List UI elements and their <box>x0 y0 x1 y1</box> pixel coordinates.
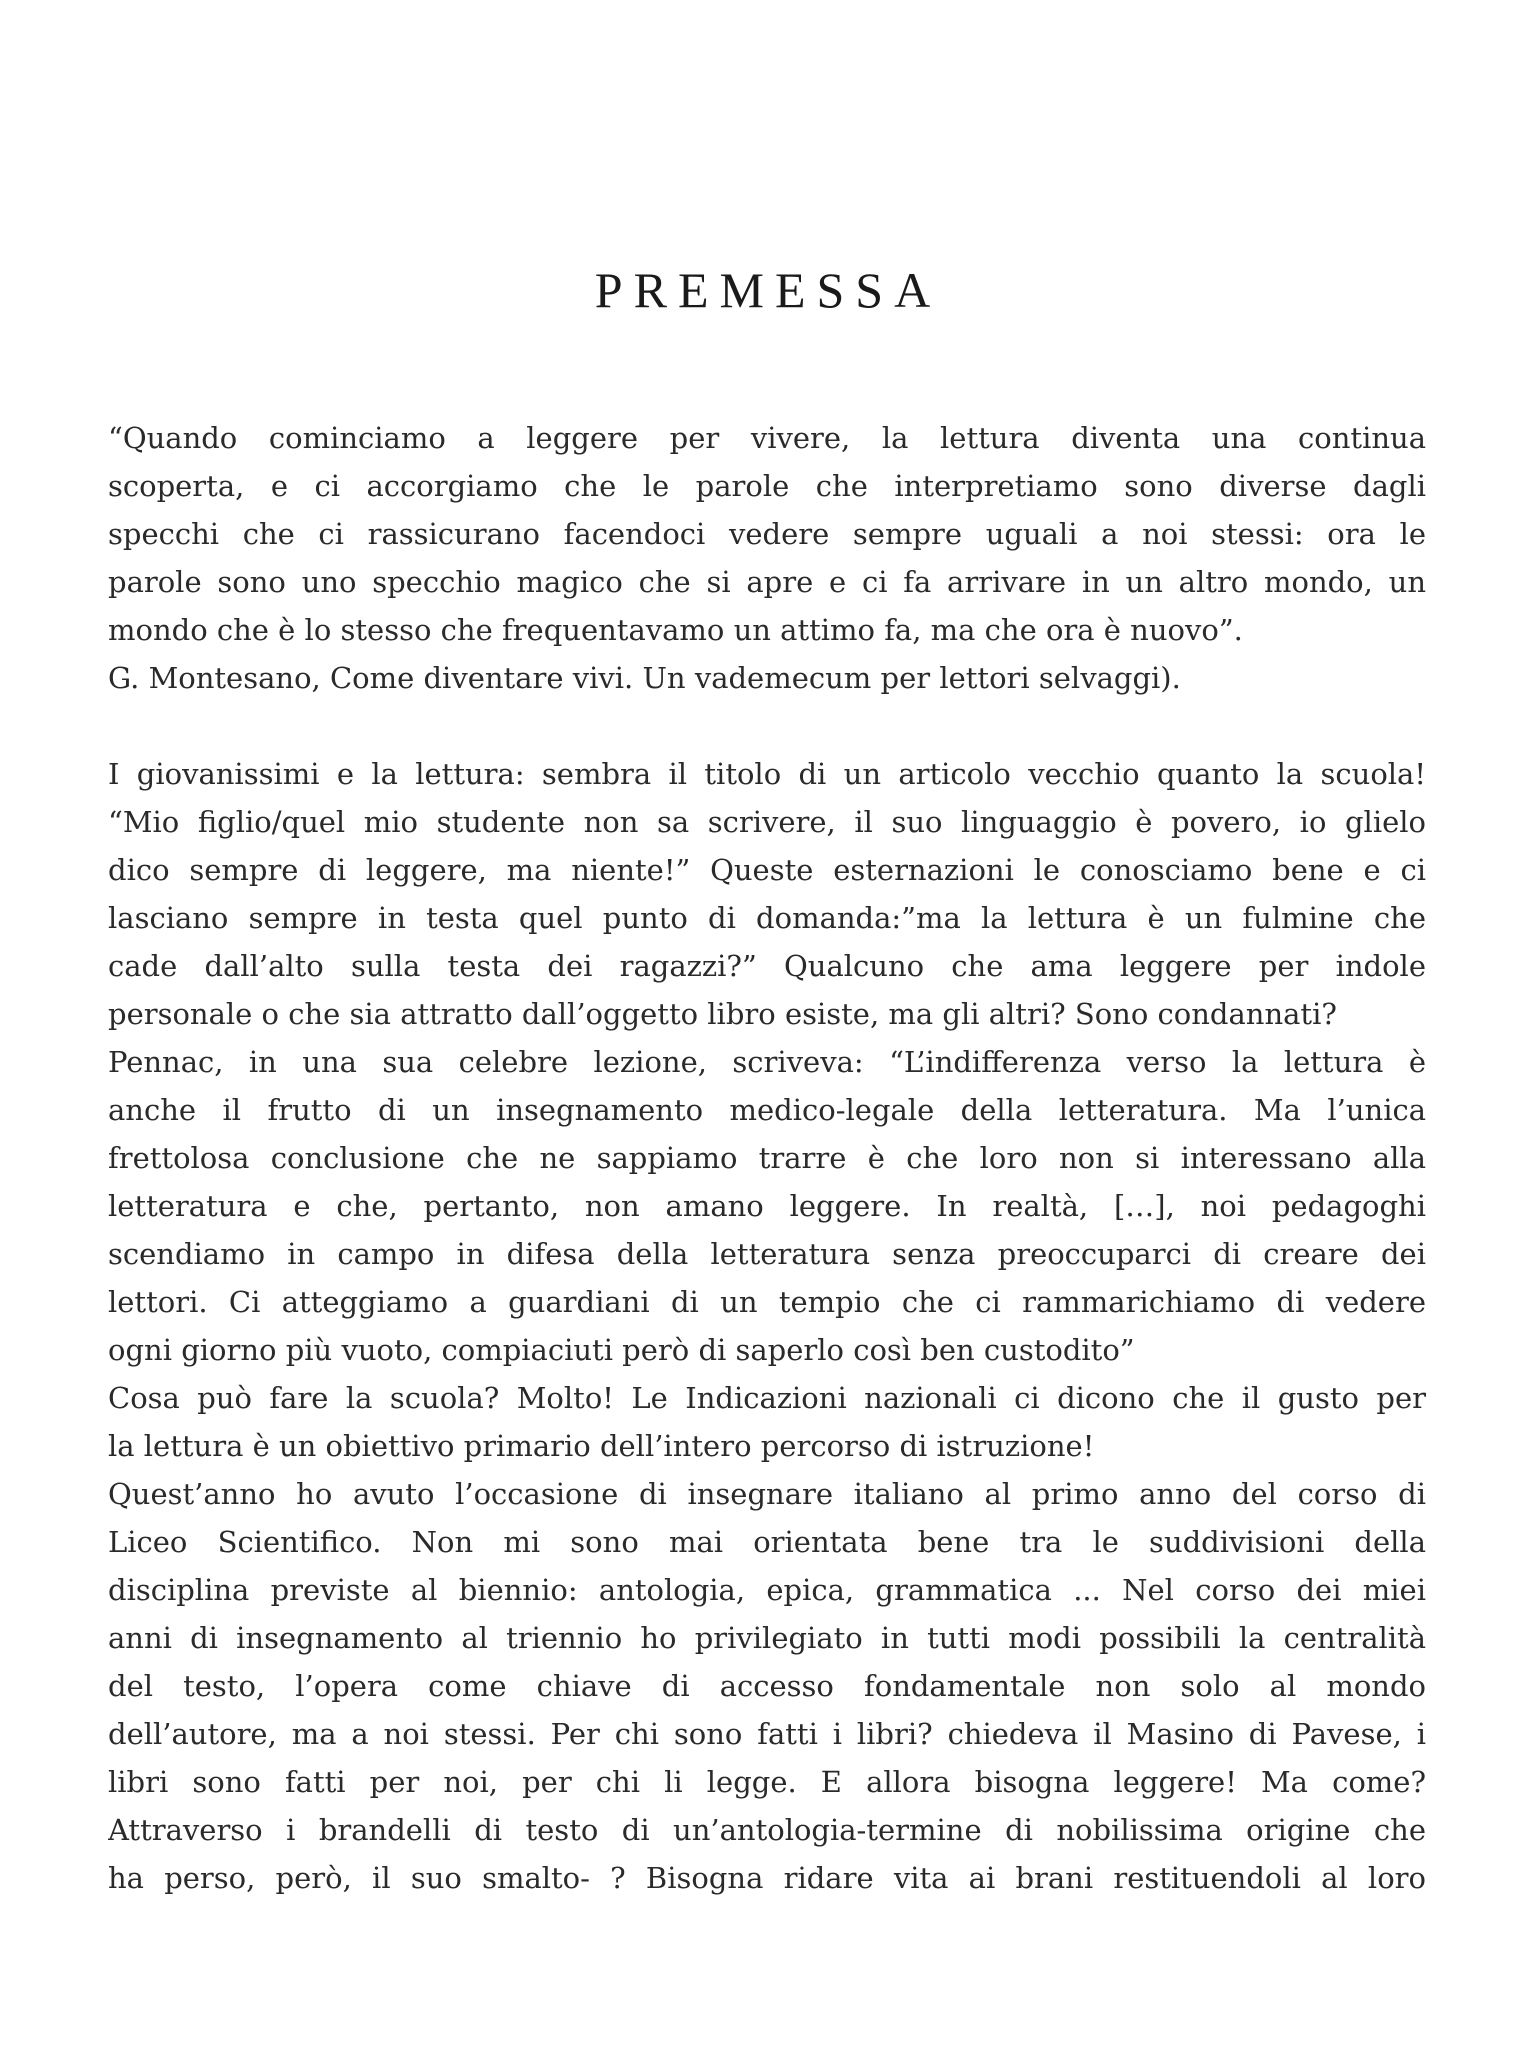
text-line: Cosa può fare la scuola? Molto! Le Indicazioni nazionali ci dicono che il gusto per <box>108 1381 1426 1415</box>
text-line: Liceo Scientifico. Non mi sono mai orientata bene tra le suddivisioni della <box>108 1525 1426 1559</box>
text-line: disciplina previste al biennio: antologia, epica, grammatica ... Nel corso dei miei <box>108 1573 1426 1607</box>
text-line: G. Montesano, Come diventare vivi. Un vademecum per lettori selvaggi). <box>108 661 1181 695</box>
text-line: scoperta, e ci accorgiamo che le parole che interpretiamo sono diverse dagli <box>108 469 1426 503</box>
text-line: specchi che ci rassicurano facendoci vedere sempre uguali a noi stessi: ora le <box>108 517 1426 551</box>
text-line: I giovanissimi e la lettura: sembra il titolo di un articolo vecchio quanto la scuola! <box>108 757 1426 791</box>
paragraph-gap <box>108 702 1426 750</box>
text-line: libri sono fatti per noi, per chi li legge. E allora bisogna leggere! Ma come? <box>108 1765 1426 1799</box>
text-line: dell’autore, ma a noi stessi. Per chi sono fatti i libri? chiedeva il Masino di Pavese, i <box>108 1717 1426 1751</box>
text-line: mondo che è lo stesso che frequentavamo un attimo fa, ma che ora è nuovo”. <box>108 613 1243 647</box>
text-line: Quest’anno ho avuto l’occasione di insegnare italiano al primo anno del corso di <box>108 1477 1426 1511</box>
text-line: frettolosa conclusione che ne sappiamo trarre è che loro non si interessano alla <box>108 1141 1426 1175</box>
text-line: personale o che sia attratto dall’oggetto libro esiste, ma gli altri? Sono condannati? <box>108 997 1337 1031</box>
text-line: anche il frutto di un insegnamento medico-legale della letteratura. Ma l’unica <box>108 1093 1426 1127</box>
body-text <box>108 414 1426 1902</box>
text-line: anni di insegnamento al triennio ho privilegiato in tutti modi possibili la centralità <box>108 1621 1426 1655</box>
text-line: lasciano sempre in testa quel punto di domanda:”ma la lettura è un fulmine che <box>108 901 1426 935</box>
text-line: “Mio figlio/quel mio studente non sa scrivere, il suo linguaggio è povero, io glielo <box>108 805 1426 839</box>
text-line: Attraverso i brandelli di testo di un’antologia-termine di nobilissima origine che <box>108 1813 1426 1847</box>
text-line: ha perso, però, il suo smalto- ? Bisogna ridare vita ai brani restituendoli al loro <box>108 1861 1426 1895</box>
text-line: cade dall’alto sulla testa dei ragazzi?” Qualcuno che ama leggere per indole <box>108 949 1426 983</box>
text-line: “Quando cominciamo a leggere per vivere, la lettura diventa una continua <box>108 421 1426 455</box>
text-line: parole sono uno specchio magico che si apre e ci fa arrivare in un altro mondo, un <box>108 565 1426 599</box>
text-line: lettori. Ci atteggiamo a guardiani di un tempio che ci rammarichiamo di vedere <box>108 1285 1426 1319</box>
text-line: letteratura e che, pertanto, non amano leggere. In realtà, […], noi pedagoghi <box>108 1189 1426 1223</box>
text-line: scendiamo in campo in difesa della letteratura senza preoccuparci di creare dei <box>108 1237 1426 1271</box>
text-line: dico sempre di leggere, ma niente!” Queste esternazioni le conosciamo bene e ci <box>108 853 1426 887</box>
page-title: PREMESSA <box>594 262 942 318</box>
text-line: del testo, l’opera come chiave di accesso fondamentale non solo al mondo <box>108 1669 1426 1703</box>
text-line: ogni giorno più vuoto, compiaciuti però di saperlo così ben custodito” <box>108 1333 1135 1367</box>
text-line: Pennac, in una sua celebre lezione, scriveva: “L’indifferenza verso la lettura è <box>108 1045 1426 1079</box>
text-line: la lettura è un obiettivo primario dell’intero percorso di istruzione! <box>108 1429 1095 1463</box>
